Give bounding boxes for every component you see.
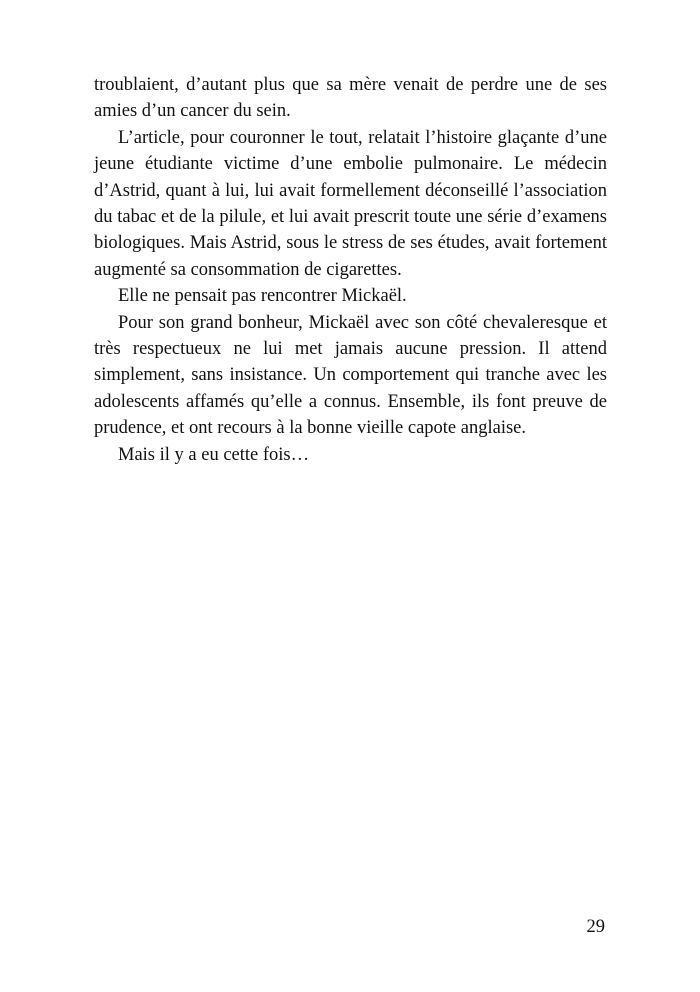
paragraph-3: Elle ne pensait pas rencontrer Mickaël. [118,286,407,307]
page-number: 29 [586,917,605,937]
paragraph-4: Pour son grand bonheur, Mickaël avec son côté chevaleresque et très respectueux ne lui met jamais aucune pression. Il attend simplement, sans insistance. Un comportement qui tranche avec les adolescents affamés qu’elle a connus. Ensemble, ils font preuve de prudence, et ont recours à la bonne vieille capote anglaise. [94,312,607,439]
paragraph-5: Mais il y a eu cette fois… [118,444,310,465]
body-text [94,72,607,468]
paragraph-2: L’article, pour couronner le tout, relatait l’histoire glaçante d’une jeune étudiante victime d’une embolie pulmonaire. Le médecin d’Astrid, quant à lui, lui avait formellement déconseillé l’association du tabac et de la pilule, et lui avait prescrit toute une série d’examens biologiques. Mais Astrid, sous le stress de ses études, avait fortement augmenté sa consommation de cigarettes. [94,127,607,280]
paragraph-1: troublaient, d’autant plus que sa mère venait de perdre une de ses amies d’un cancer du sein. [94,75,607,122]
